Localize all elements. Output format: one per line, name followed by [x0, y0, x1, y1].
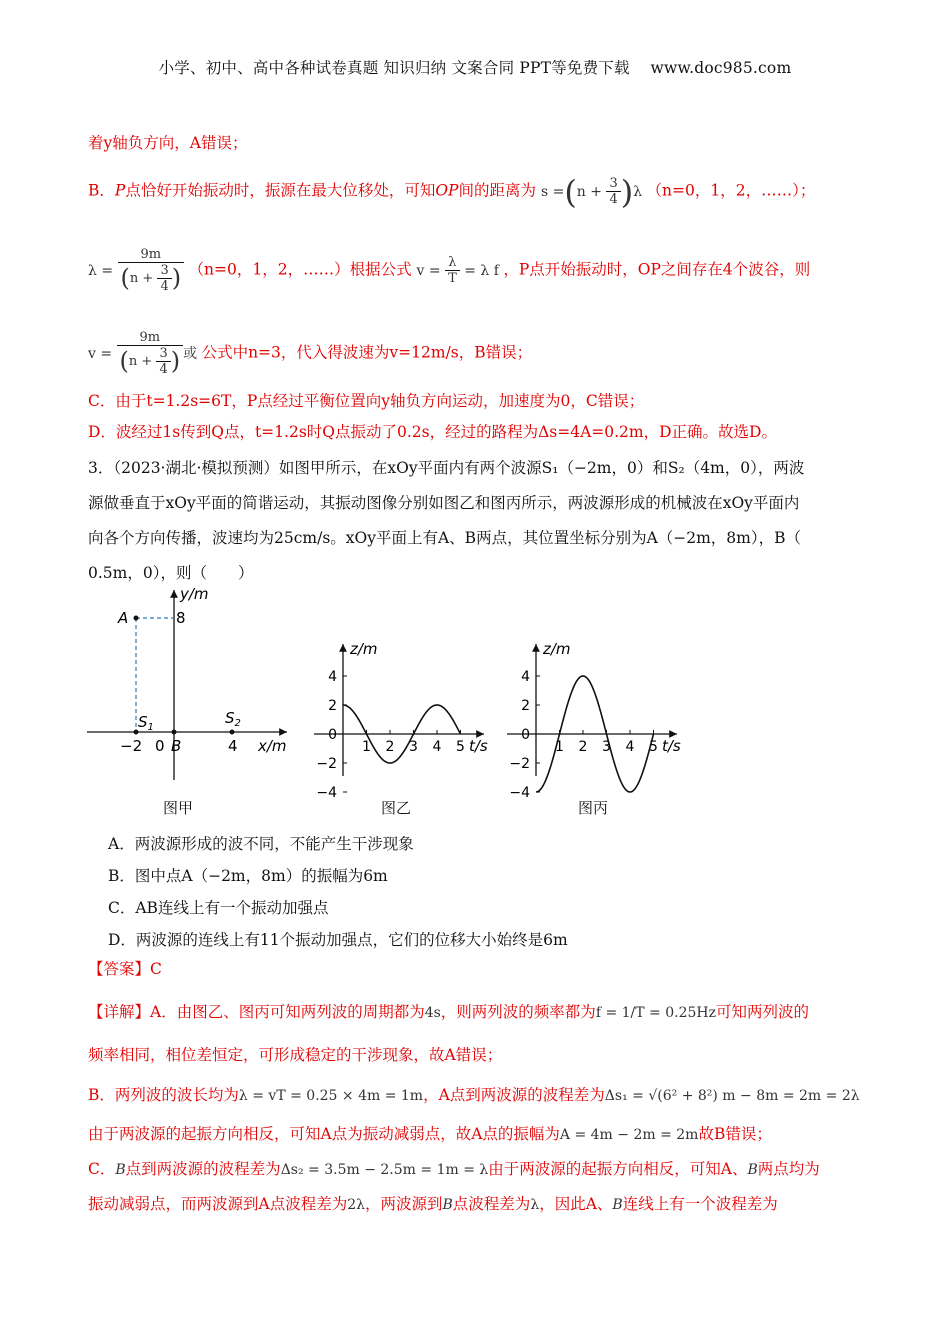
bing-xtick-5: 5 [649, 739, 658, 755]
prev-line-d: D．波经过1s传到Q点，t=1.2s时Q点振动了0.2s，经过的路程为Δs=4A=0.2m，D正确。故选D。 [88, 423, 777, 441]
formula-s: s =(n + $\frac{3}{4}$ )λ [540, 172, 643, 211]
detail-line-1: 【详解】A．由图乙、图丙可知两列波的周期都为4s，则两列波的频率都为f = 1/T = 0.25Hz可知两列波的 [88, 1003, 809, 1021]
bing-xtick-4: 4 [625, 739, 635, 755]
yi-xtick-3: 3 [409, 739, 418, 755]
tick-0: 0 [155, 737, 165, 755]
label-s2: $S_2$ [225, 709, 241, 729]
yi-xtick-4: 4 [432, 739, 442, 755]
figure-yi [312, 640, 502, 801]
yi-ytick-0: 0 [328, 727, 337, 743]
yi-ytick-2: 2 [328, 698, 337, 714]
yi-xtick-2: 2 [385, 739, 395, 755]
caption-yi: 图乙 [381, 799, 412, 817]
figure-jia [82, 585, 302, 785]
q3-line-2: 源做垂直于xOy平面的简谐运动，其振动图像分别如图乙和图丙所示，两波源形成的机械波在xOy平面内 [88, 494, 800, 512]
bing-x-label: t/s [662, 737, 681, 755]
bing-ytick-−4: −4 [509, 785, 530, 801]
yi-xtick-5: 5 [456, 739, 465, 755]
q3-line-1: 3．（2023·湖北·模拟预测）如图甲所示，在xOy平面内有两个波源S₁（−2m，0）和S₂（4m，0），两波 [88, 459, 805, 477]
answer: 【答案】C [88, 960, 162, 978]
jia-y-label: y/m [180, 585, 209, 603]
q3-line-4: 0.5m，0），则（ ） [88, 564, 254, 582]
prev-line-b3: v = 9m (n + $\frac{3}{4}$ ) 或 公式中n=3，代入得波速为v=12m/s，B错误； [88, 330, 533, 377]
prev-line-b2: λ = 9m (n + $\frac{3}{4}$ ) （n=0，1，2，……）根据公式 v = $\frac{\lambda}{T}$ = λ f ，P点开始振动时，OP之间存在4个波谷，则 [88, 247, 811, 294]
option-a: A．两波源形成的波不同，不能产生干涉现象 [108, 835, 414, 853]
detail-line-2: 频率相同，相位差恒定，可形成稳定的干涉现象，故A错误； [88, 1046, 503, 1064]
detail-line-6: 振动减弱点，而两波源到A点波程差为2λ，两波源到B点波程差为λ，因此A、B连线上有一个波程差为 [88, 1195, 778, 1213]
yi-y-label: z/m [350, 640, 378, 658]
formula-v: v = $\frac{\lambda}{T}$ = λ f [416, 255, 499, 286]
caption-bing: 图丙 [578, 799, 609, 817]
detail-line-4: 由于两波源的起振方向相反，可知A点为振动减弱点，故A点的振幅为A = 4m − 2m = 2m故B错误； [88, 1125, 772, 1143]
option-c: C．AB连线上有一个振动加强点 [108, 899, 329, 917]
detail-line-3: B．两列波的波长均为λ = vT = 0.25 × 4m = 1m，A点到两波源的波程差为Δs₁ = √(6² + 8²) m − 8m = 2m = 2λ [88, 1086, 860, 1104]
bing-y-label: z/m [543, 640, 571, 658]
detail-line-5: C．B点到两波源的波程差为Δs₂ = 3.5m − 2.5m = 1m = λ由于两波源的起振方向相反，可知A、B两点均为 [88, 1160, 820, 1178]
prev-line-a: 着y轴负方向，A错误； [88, 134, 248, 152]
point-b [172, 730, 177, 735]
tick-8: 8 [176, 609, 186, 627]
label-a: A [118, 609, 129, 627]
bing-ytick-4: 4 [521, 669, 530, 685]
q3-line-3: 向各个方向传播，波速均为25cm/s。xOy平面上有A、B两点，其位置坐标分别为A（−2m，8m），B（ [88, 529, 802, 547]
site-header: 小学、初中、高中各种试卷真题 知识归纳 文案合同 PPT等免费下载 www.doc985.com [158, 59, 792, 77]
point-s2 [230, 730, 235, 735]
tick-m2: −2 [120, 737, 143, 755]
jia-x-label: x/m [258, 737, 287, 755]
yi-ytick-−4: −4 [316, 785, 337, 801]
bing-ytick-0: 0 [521, 727, 530, 743]
yi-ytick-−2: −2 [316, 756, 337, 772]
prev-line-c: C．由于t=1.2s=6T，P点经过平衡位置向y轴负方向运动，加速度为0，C错误； [88, 392, 645, 410]
bing-xtick-1: 1 [555, 739, 564, 755]
bing-ytick-2: 2 [521, 698, 530, 714]
option-b: B．图中点A（−2m，8m）的振幅为6m [108, 867, 388, 885]
label-b: B [171, 737, 182, 755]
option-d: D．两波源的连线上有11个振动加强点，它们的位移大小始终是6m [108, 931, 568, 949]
bing-ytick-−2: −2 [509, 756, 530, 772]
yi-x-label: t/s [469, 737, 488, 755]
point-a [134, 616, 139, 621]
bing-xtick-3: 3 [602, 739, 611, 755]
caption-jia: 图甲 [163, 799, 194, 817]
figure-bing [505, 640, 695, 801]
prev-line-b1: B．P点恰好开始振动时，振源在最大位移处，可知OP间的距离为 s =(n + $\frac{3}{4}$ )λ （n=0，1，2，……）； [88, 172, 816, 211]
formula-v2: v = 9m (n + $\frac{3}{4}$ ) 或 [88, 330, 198, 377]
yi-ytick-4: 4 [328, 669, 337, 685]
label-s1: $S_1$ [138, 713, 154, 733]
tick-4: 4 [228, 737, 238, 755]
bing-xtick-2: 2 [578, 739, 588, 755]
yi-xtick-1: 1 [362, 739, 371, 755]
formula-lambda: λ = 9m (n + $\frac{3}{4}$ ) [88, 263, 189, 279]
